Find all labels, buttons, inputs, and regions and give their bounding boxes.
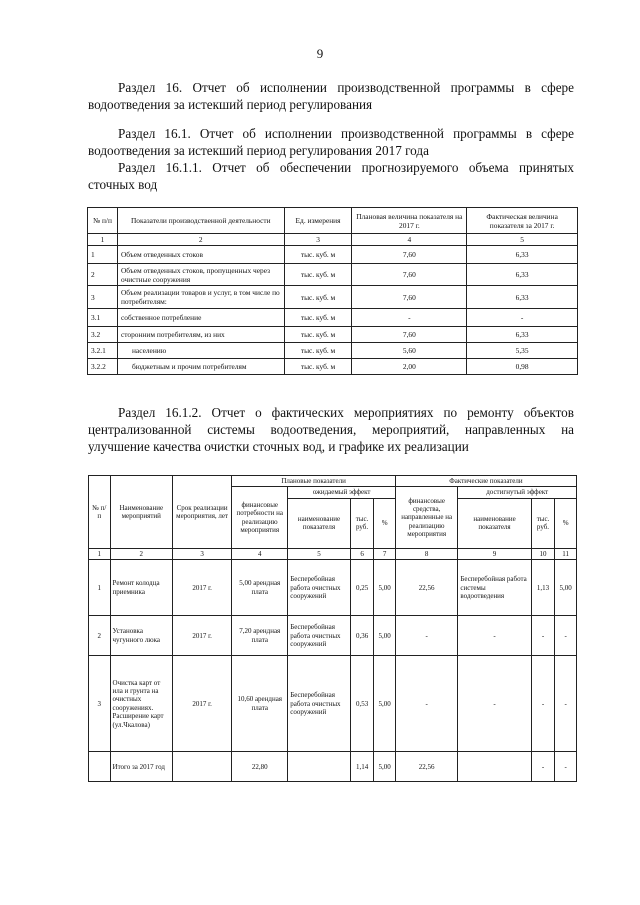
row-number: 3 [89,656,111,752]
row-plan: - [352,309,467,327]
row-plan: 5,60 [352,343,467,359]
t2-header-pct: % [374,498,396,548]
production-volume-table [87,207,578,375]
total-plan-fin: 22,80 [232,752,288,782]
heading-section-16 [88,79,574,113]
t1-header-plan: Плановая величина показателя на 2017 г. [352,208,467,234]
row-indicator: Объем отведенных стоков [117,246,284,264]
table-row [88,309,578,327]
total-fact-pct: - [555,752,577,782]
t2-colnum: 4 [232,548,288,559]
heading-section-16-1-text: Раздел 16.1. Отчет об исполнении производственной программы в сфере водоотведения за истекший период регулирования 2017 года [88,126,574,158]
t2-header-plan: Плановые показатели [232,476,396,487]
t2-colnum: 11 [555,548,577,559]
row-rub: 0,36 [350,616,374,656]
row-unit: тыс. куб. м [284,343,352,359]
row-number: 1 [89,560,111,616]
row-fact: 0,98 [467,359,578,375]
row-unit: тыс. куб. м [284,246,352,264]
t2-header-rub-fact: тыс. руб. [531,498,555,548]
row-rub: 0,25 [350,560,374,616]
row-pct: 5,00 [374,560,396,616]
heading-section-16-1-2-text: Раздел 16.1.2. Отчет о фактических мероприятиях по ремонту объектов централизованной системы водоотведения, мероприятий, направленных на улучшение качества очистки сточных вод, и графике их реализации [88,405,574,454]
t1-header-unit: Ед. измерения [284,208,352,234]
row-unit: тыс. куб. м [284,359,352,375]
row-number: 1 [88,246,118,264]
table-row [88,264,578,286]
t2-header-fact-effect: достигнутый эффект [458,487,577,498]
row-indicator: Объем отведенных стоков, пропущенных через очистные сооружения [117,264,284,286]
total-fact-rub: - [531,752,555,782]
row-measure: Установка чугунного люка [110,616,172,656]
row-term: 2017 г. [173,560,232,616]
row-indicator: бюджетным и прочим потребителям [117,359,284,375]
t2-colnum: 2 [110,548,172,559]
t2-header-fact: Фактические показатели [395,476,576,487]
row-plan-fin: 5,00 арендная плата [232,560,288,616]
row-fact-fin: 22,56 [395,560,457,616]
row-number: 2 [89,616,111,656]
row-fact: 5,35 [467,343,578,359]
row-pct: 5,00 [374,656,396,752]
table-row [88,246,578,264]
table-row [89,616,577,656]
t1-header-indicator: Показатели производственной деятельности [117,208,284,234]
table-row [88,359,578,375]
row-fact-rub: - [531,616,555,656]
heading-section-16-1-1 [88,159,574,193]
row-unit: тыс. куб. м [284,309,352,327]
t2-colnum: 1 [89,548,111,559]
row-fact-effect: Бесперебойная работа системы водоотведения [458,560,531,616]
row-fact: 6,33 [467,264,578,286]
t1-header-n: № п/п [88,208,118,234]
row-fact-effect: - [458,616,531,656]
t2-header-term: Срок реализации мероприятия, лет [173,476,232,549]
row-term: 2017 г. [173,616,232,656]
row-fact-pct: 5,00 [555,560,577,616]
t2-colnum: 7 [374,548,396,559]
t2-header-name: Наименование мероприятий [110,476,172,549]
table-total-row [89,752,577,782]
row-fact: 6,33 [467,327,578,343]
t2-header-plan-fin: финансовые потребности на реализацию мероприятия [232,487,288,548]
t2-colnum: 8 [395,548,457,559]
row-fact: 6,33 [467,246,578,264]
row-fact-fin: - [395,656,457,752]
t2-header-rub: тыс. руб. [350,498,374,548]
row-rub: 0,53 [350,656,374,752]
t2-colnum: 5 [288,548,350,559]
row-number: 3.1 [88,309,118,327]
row-plan: 7,60 [352,286,467,309]
row-effect: Бесперебойная работа очистных сооружений [288,656,350,752]
t1-colnum: 4 [352,234,467,246]
row-plan: 2,00 [352,359,467,375]
heading-section-16-1 [88,125,574,159]
row-unit: тыс. куб. м [284,286,352,309]
table-row [88,327,578,343]
heading-section-16-1-2 [88,404,574,455]
row-fact-pct: - [555,656,577,752]
row-number: 3.2.2 [88,359,118,375]
t2-header-n: № п/ п [89,476,111,549]
row-fact: 6,33 [467,286,578,309]
row-indicator: собственное потребление [117,309,284,327]
row-number: 3.2 [88,327,118,343]
row-plan-fin: 7,20 арендная плата [232,616,288,656]
row-fact-rub: - [531,656,555,752]
t1-colnum: 5 [467,234,578,246]
row-plan: 7,60 [352,327,467,343]
table-row [89,560,577,616]
row-effect: Бесперебойная работа очистных сооружений [288,560,350,616]
row-term: 2017 г. [173,656,232,752]
heading-section-16-1-1-text: Раздел 16.1.1. Отчет об обеспечении прогнозируемого объема принятых сточных вод [88,160,574,192]
repair-measures-table [88,475,577,782]
row-measure: Ремонт колодца приемника [110,560,172,616]
row-fact-rub: 1,13 [531,560,555,616]
t2-header-fact-fin: финансовые средства, направленные на реализацию мероприятия [395,487,457,548]
row-number: 3.2.1 [88,343,118,359]
table-row [88,286,578,309]
row-fact: - [467,309,578,327]
t2-header-effect-name-fact: наименование показателя [458,498,531,548]
row-unit: тыс. куб. м [284,327,352,343]
t1-header-fact: Фактическая величина показателя за 2017 г. [467,208,578,234]
t2-colnum: 6 [350,548,374,559]
row-effect: Бесперебойная работа очистных сооружений [288,616,350,656]
heading-section-16-text: Раздел 16. Отчет об исполнении производственной программы в сфере водоотведения за истекший период регулирования [88,80,574,112]
row-number: 2 [88,264,118,286]
row-fact-effect: - [458,656,531,752]
t2-header-effect-name: наименование показателя [288,498,350,548]
row-unit: тыс. куб. м [284,264,352,286]
total-label: Итого за 2017 год [110,752,172,782]
total-pct: 5,00 [374,752,396,782]
row-fact-fin: - [395,616,457,656]
row-pct: 5,00 [374,616,396,656]
t2-header-plan-effect: ожидаемый эффект [288,487,396,498]
t2-colnum: 3 [173,548,232,559]
row-fact-pct: - [555,616,577,656]
row-indicator: сторонним потребителям, из них [117,327,284,343]
row-measure: Очистка карт от ила и грунта на очистных сооружениях. Расширение карт (ул.Чкалова) [110,656,172,752]
t1-colnum: 3 [284,234,352,246]
row-plan: 7,60 [352,246,467,264]
row-number: 3 [88,286,118,309]
t2-colnum: 10 [531,548,555,559]
total-rub: 1,14 [350,752,374,782]
total-fact-fin: 22,56 [395,752,457,782]
row-indicator: населению [117,343,284,359]
row-plan-fin: 10,60 арендная плата [232,656,288,752]
table-row [89,656,577,752]
t1-colnum: 1 [88,234,118,246]
page-number: 9 [316,46,324,61]
t2-header-pct-fact: % [555,498,577,548]
row-indicator: Объем реализации товаров и услуг, в том числе по потребителям: [117,286,284,309]
row-plan: 7,60 [352,264,467,286]
t2-colnum: 9 [458,548,531,559]
t1-colnum: 2 [117,234,284,246]
table-row [88,343,578,359]
